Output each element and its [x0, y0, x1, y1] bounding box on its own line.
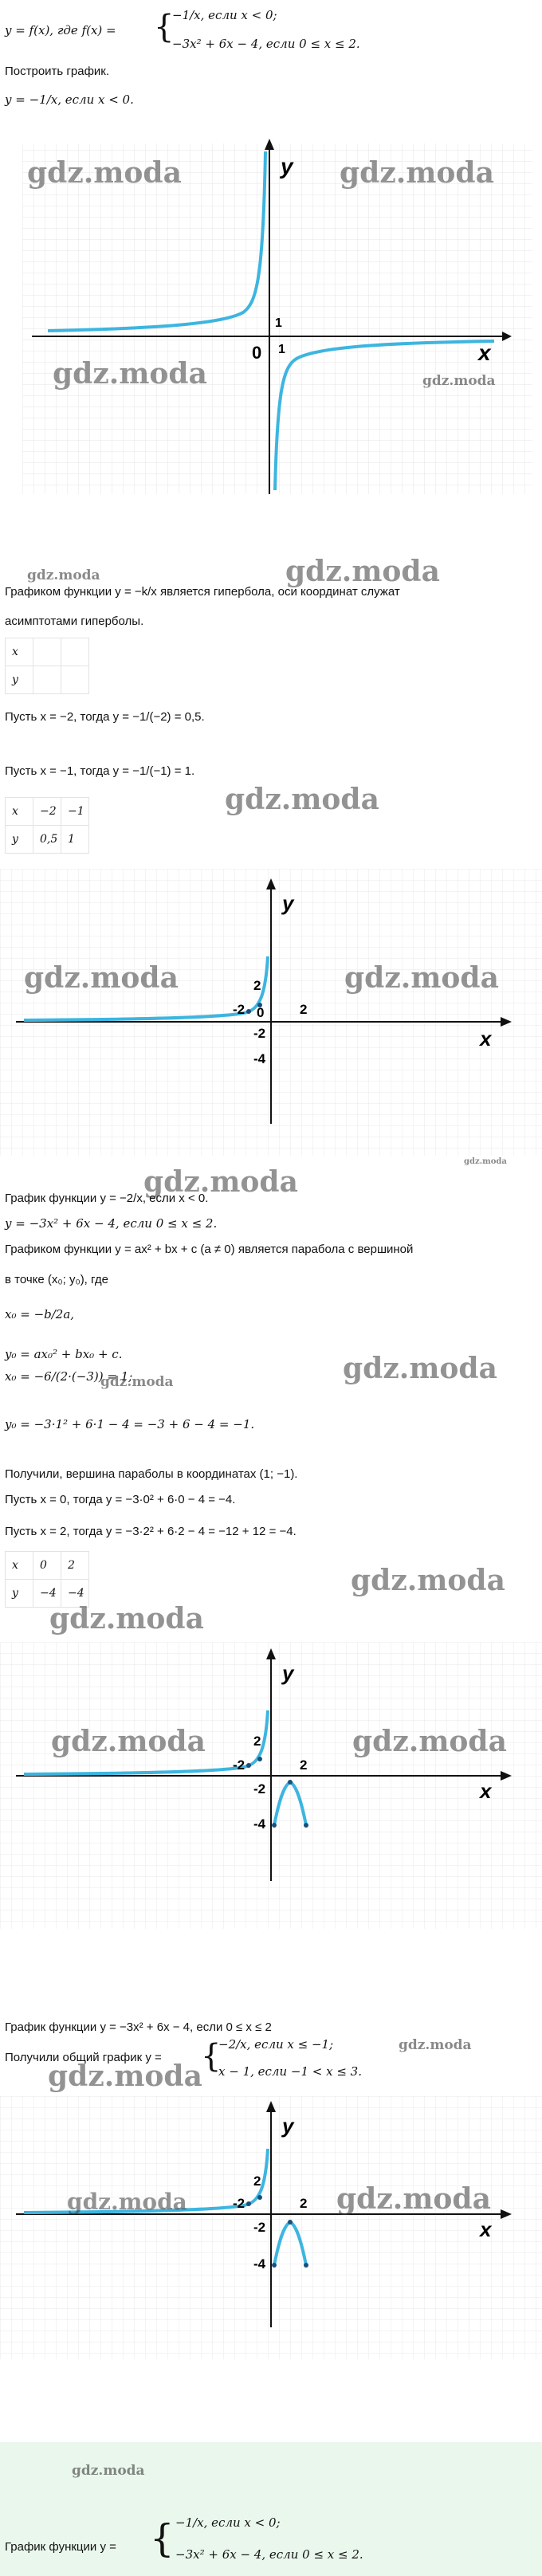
- watermark: gdz.moda: [49, 1602, 204, 1636]
- svg-text:y: y: [282, 891, 294, 915]
- watermark: gdz.moda: [225, 783, 379, 816]
- table-row: y −4 −4: [6, 1580, 89, 1608]
- svg-text:-4: -4: [253, 1816, 266, 1832]
- svg-text:2: 2: [253, 978, 261, 993]
- svg-text:2: 2: [253, 2174, 261, 2189]
- point-x2: Пусть x = 2, тогда y = −3·2² + 6·2 − 4 = −12 + 12 = −4.: [5, 1525, 297, 1538]
- watermark: gdz.moda: [27, 156, 182, 190]
- point-1: Пусть x = −2, тогда y = −1/(−2) = 0,5.: [5, 710, 205, 724]
- watermark: gdz.moda: [343, 1352, 497, 1385]
- brace: {: [150, 2516, 175, 2561]
- graph-hyperbola-points: [0, 869, 542, 1156]
- general-case-2: x − 1, если −1 < x ≤ 3.: [218, 2064, 362, 2079]
- watermark: gdz.moda: [100, 1374, 174, 1390]
- watermark: gdz.moda: [67, 2189, 187, 2215]
- svg-text:-2: -2: [233, 1002, 245, 1017]
- watermark: gdz.moda: [344, 961, 499, 995]
- vertex-line1: Графиком функции y = ax² + bx + c (a ≠ 0) является парабола с вершиной: [5, 1243, 414, 1256]
- svg-text:2: 2: [300, 1757, 308, 1773]
- part1-formula: y = −1/x, если x < 0.: [5, 92, 134, 107]
- values-table-2: [5, 1551, 89, 1608]
- watermark: gdz.moda: [422, 373, 496, 389]
- svg-text:-2: -2: [253, 2220, 266, 2235]
- svg-text:2: 2: [300, 1002, 308, 1017]
- x0-formula: x₀ = −b/2a,: [5, 1307, 75, 1321]
- svg-text:-2: -2: [253, 1026, 266, 1041]
- watermark: gdz.moda: [351, 1564, 505, 1597]
- caption-parabola: График функции y = −3x² + 6x − 4, если 0 ≤ x ≤ 2: [5, 2020, 272, 2034]
- tick-one-y: 1: [275, 316, 282, 330]
- footer-case-1: −1/x, если x < 0;: [175, 2515, 281, 2530]
- hyperbola-line1: Графиком функции y = −k/x является гипербола, оси координат служат: [5, 585, 400, 599]
- svg-text:2: 2: [300, 2196, 308, 2211]
- footer-case-2: −3x² + 6x − 4, если 0 ≤ x ≤ 2.: [175, 2547, 363, 2562]
- empty-table: [5, 638, 89, 694]
- definition-lead: y = f(x), где f(x) =: [5, 23, 116, 37]
- watermark: gdz.moda: [51, 1725, 206, 1758]
- watermark: gdz.moda: [72, 2463, 145, 2479]
- table-header-y: y: [6, 666, 33, 694]
- footer-lead: График функции y =: [5, 2540, 116, 2554]
- svg-text:x: x: [480, 1779, 492, 1803]
- point-x0: Пусть x = 0, тогда y = −3·0² + 6·0 − 4 = −4.: [5, 1493, 236, 1506]
- svg-text:y: y: [282, 1661, 294, 1685]
- graph-final: [0, 2096, 542, 2359]
- watermark: gdz.moda: [53, 357, 207, 391]
- svg-text:x: x: [480, 1027, 492, 1050]
- task-text: Построить график.: [5, 65, 110, 78]
- general-lead: Получили общий график y =: [5, 2051, 162, 2064]
- x-axis-label: x: [478, 340, 491, 365]
- origin-label: 0: [252, 343, 262, 363]
- watermark: gdz.moda: [285, 555, 440, 588]
- graph-with-parabola: [0, 1642, 542, 1929]
- table-row: x 0 2: [6, 1552, 89, 1580]
- hyperbola-line2: асимптотами гиперболы.: [5, 615, 144, 628]
- svg-text:-2: -2: [233, 2196, 245, 2211]
- brace: {: [154, 9, 175, 45]
- svg-text:-2: -2: [233, 1757, 245, 1773]
- watermark: gdz.moda: [399, 2037, 472, 2053]
- y0-calc: y₀ = −3·1² + 6·1 − 4 = −3 + 6 − 4 = −1.: [5, 1417, 255, 1431]
- values-table-1: [5, 797, 89, 854]
- watermark: gdz.moda: [464, 1157, 507, 1166]
- watermark: gdz.moda: [143, 1165, 298, 1199]
- watermark: gdz.moda: [27, 567, 100, 583]
- case-1: −1/x, если x < 0;: [172, 8, 277, 22]
- point-2: Пусть x = −1, тогда y = −1/(−1) = 1.: [5, 764, 195, 778]
- table-header-x: x: [6, 638, 33, 666]
- function-definition: [5, 22, 116, 39]
- watermark: gdz.moda: [336, 2182, 491, 2216]
- watermark: gdz.moda: [48, 2060, 202, 2093]
- watermark: gdz.moda: [340, 156, 494, 190]
- general-case-1: −2/x, если x ≤ −1;: [218, 2037, 334, 2052]
- x0-calc: x₀ = −6/(2·(−3)) = 1;: [5, 1369, 133, 1384]
- watermark: gdz.moda: [24, 961, 179, 995]
- y0-formula: y₀ = ax₀² + bx₀ + c.: [5, 1347, 123, 1361]
- svg-text:2: 2: [253, 1734, 261, 1749]
- svg-text:-4: -4: [253, 2256, 266, 2272]
- tick-one-x: 1: [278, 343, 285, 356]
- svg-text:x: x: [480, 2217, 492, 2241]
- caption-1: График функции y = −2/x, если x < 0.: [5, 1192, 209, 1205]
- brace: {: [201, 2038, 222, 2075]
- watermark: gdz.moda: [352, 1725, 507, 1758]
- svg-text:y: y: [282, 2114, 294, 2138]
- svg-text:0: 0: [257, 1005, 265, 1020]
- svg-text:-4: -4: [253, 1051, 266, 1066]
- vertex-line2: в точке (x₀; y₀), где: [5, 1273, 108, 1286]
- svg-text:-2: -2: [253, 1781, 266, 1797]
- y-axis-label: y: [281, 154, 293, 179]
- table-row: y 0,5 1: [6, 826, 89, 854]
- table-row: x −2 −1: [6, 798, 89, 826]
- parabola-formula: y = −3x² + 6x − 4, если 0 ≤ x ≤ 2.: [5, 1216, 218, 1231]
- vertex-result: Получили, вершина параболы в координатах (1; −1).: [5, 1467, 298, 1481]
- case-2: −3x² + 6x − 4, если 0 ≤ x ≤ 2.: [172, 37, 360, 51]
